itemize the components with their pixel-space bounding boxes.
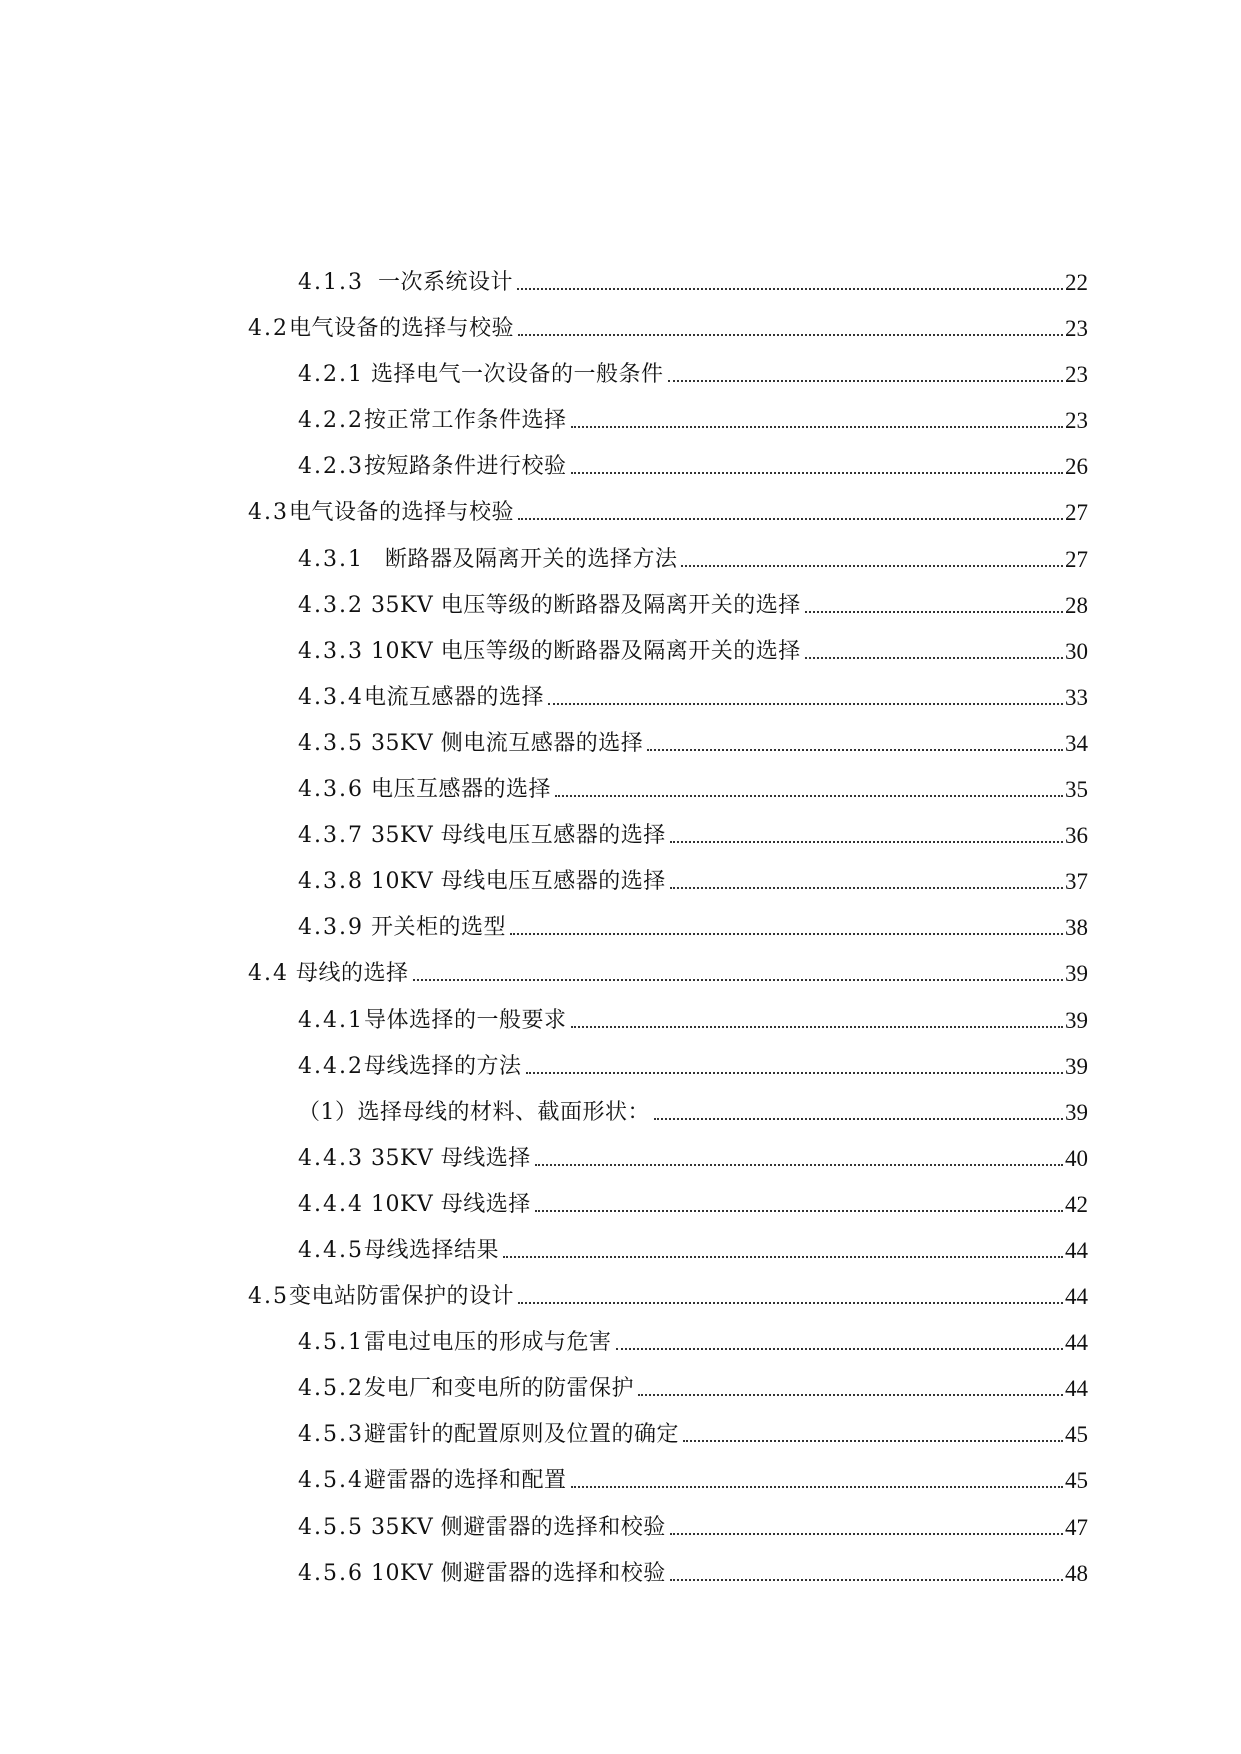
toc-entry[interactable] bbox=[0, 1136, 1241, 1182]
section-number: 4.3.9 bbox=[298, 915, 364, 941]
dot-leader bbox=[670, 887, 1063, 889]
dot-leader bbox=[670, 1533, 1063, 1535]
toc-entry-row bbox=[298, 1228, 1088, 1264]
section-title: 电气设备的选择与校验 bbox=[289, 500, 515, 526]
toc-entry-row bbox=[298, 675, 1088, 711]
toc-entry[interactable] bbox=[0, 490, 1241, 536]
dot-leader bbox=[616, 1348, 1064, 1350]
page-number: 37 bbox=[1065, 869, 1088, 895]
dot-leader bbox=[571, 472, 1064, 474]
section-title: 电压互感器的选择 bbox=[370, 777, 551, 803]
number-title-spacer bbox=[364, 547, 385, 573]
section-number: 4.5 bbox=[248, 1284, 289, 1310]
section-number: 4.3.8 bbox=[298, 869, 364, 895]
section-title: 避雷针的配置原则及位置的确定 bbox=[363, 1422, 679, 1448]
page-number: 39 bbox=[1065, 1053, 1088, 1079]
section-title: 电流互感器的选择 bbox=[363, 684, 544, 710]
section-number: 4.3.3 bbox=[298, 638, 364, 664]
section-number: 4.4.2 bbox=[298, 1053, 364, 1079]
toc-entry[interactable] bbox=[0, 306, 1241, 352]
section-title: 母线选择的方法 bbox=[363, 1053, 522, 1079]
section-number: 4.3.1 bbox=[298, 546, 364, 572]
dot-leader bbox=[518, 518, 1063, 520]
page-number: 44 bbox=[1065, 1284, 1088, 1310]
toc-entry-row bbox=[298, 537, 1088, 573]
toc-entry[interactable] bbox=[0, 398, 1241, 444]
section-title: 选择电气一次设备的一般条件 bbox=[370, 362, 664, 388]
table-of-contents bbox=[0, 260, 1241, 1597]
dot-leader bbox=[571, 1026, 1064, 1028]
section-number: 4.3.4 bbox=[298, 684, 364, 710]
section-number: 4.4 bbox=[248, 961, 289, 987]
section-title: 一次系统设计 bbox=[377, 270, 513, 295]
toc-entry[interactable] bbox=[0, 1458, 1241, 1504]
number-title-spacer bbox=[364, 777, 371, 803]
section-title: 开关柜的选型 bbox=[370, 915, 506, 941]
toc-entry[interactable] bbox=[0, 767, 1241, 813]
section-number: 4.3.6 bbox=[298, 777, 364, 803]
toc-entry-row bbox=[298, 444, 1088, 480]
section-title: 10KV 侧避雷器的选择和校验 bbox=[370, 1560, 666, 1586]
page-number: 44 bbox=[1065, 1376, 1088, 1402]
section-number: 4.3.7 bbox=[298, 823, 364, 849]
page-number: 23 bbox=[1065, 408, 1088, 434]
section-title: 35KV 侧电流互感器的选择 bbox=[370, 730, 644, 756]
dot-leader bbox=[526, 1072, 1064, 1074]
number-title-spacer bbox=[364, 593, 371, 619]
number-title-spacer bbox=[364, 362, 371, 388]
page-number: 36 bbox=[1065, 823, 1088, 849]
number-title-spacer bbox=[364, 731, 371, 757]
section-number: 4.4.1 bbox=[298, 1007, 364, 1033]
toc-entry-row bbox=[248, 1274, 1088, 1310]
toc-entry[interactable] bbox=[0, 1412, 1241, 1458]
toc-entry[interactable] bbox=[0, 721, 1241, 767]
number-title-spacer bbox=[289, 961, 296, 987]
toc-entry[interactable] bbox=[0, 444, 1241, 490]
toc-entry-row bbox=[298, 1320, 1088, 1356]
toc-entry-row bbox=[298, 1090, 1088, 1126]
section-title: 35KV 侧避雷器的选择和校验 bbox=[370, 1514, 666, 1540]
section-number: 4.2.3 bbox=[298, 454, 364, 480]
page-number: 26 bbox=[1065, 454, 1088, 480]
toc-entry-row bbox=[298, 1551, 1088, 1587]
toc-entry[interactable] bbox=[0, 905, 1241, 951]
page-number: 44 bbox=[1065, 1237, 1088, 1263]
page-number: 39 bbox=[1065, 961, 1088, 987]
section-number: 4.2 bbox=[248, 316, 289, 342]
toc-entry[interactable] bbox=[0, 1320, 1241, 1366]
dot-leader bbox=[517, 288, 1063, 290]
section-number: 4.2.2 bbox=[298, 408, 364, 434]
toc-entry[interactable] bbox=[0, 813, 1241, 859]
toc-entry-row bbox=[298, 398, 1088, 434]
section-number: 4.5.6 bbox=[298, 1560, 364, 1586]
number-title-spacer bbox=[364, 1515, 371, 1541]
dot-leader bbox=[413, 979, 1063, 981]
section-title: 10KV 母线选择 bbox=[370, 1191, 531, 1217]
section-number: 4.5.5 bbox=[298, 1514, 364, 1540]
number-title-spacer bbox=[364, 823, 371, 849]
page-number: 23 bbox=[1065, 316, 1088, 342]
toc-entry[interactable] bbox=[0, 1228, 1241, 1274]
page-number: 39 bbox=[1065, 1007, 1088, 1033]
toc-entry[interactable] bbox=[0, 998, 1241, 1044]
page-number: 40 bbox=[1065, 1145, 1088, 1171]
toc-entry[interactable] bbox=[0, 1182, 1241, 1228]
section-title: 按短路条件进行校验 bbox=[363, 454, 567, 480]
dot-leader bbox=[555, 795, 1063, 797]
toc-entry[interactable] bbox=[0, 951, 1241, 997]
section-title: （1）选择母线的材料、截面形状： bbox=[298, 1099, 650, 1125]
toc-entry-row bbox=[298, 859, 1088, 895]
page-number: 47 bbox=[1065, 1514, 1088, 1540]
section-number: 4.4.3 bbox=[298, 1145, 364, 1171]
toc-entry-row bbox=[298, 1044, 1088, 1080]
page-number: 22 bbox=[1065, 270, 1088, 295]
toc-entry[interactable] bbox=[0, 537, 1241, 583]
toc-entry-row bbox=[298, 905, 1088, 941]
toc-entry-row bbox=[298, 583, 1088, 619]
section-title: 避雷器的选择和配置 bbox=[363, 1468, 567, 1494]
toc-entry-row bbox=[298, 260, 1088, 296]
toc-entry-row bbox=[298, 1182, 1088, 1218]
dot-leader bbox=[535, 1210, 1063, 1212]
toc-entry-row bbox=[248, 490, 1088, 526]
section-title: 35KV 电压等级的断路器及隔离开关的选择 bbox=[370, 592, 801, 618]
dot-leader bbox=[503, 1256, 1063, 1258]
toc-entry-row bbox=[298, 998, 1088, 1034]
section-title: 10KV 电压等级的断路器及隔离开关的选择 bbox=[370, 638, 801, 664]
dot-leader bbox=[518, 1302, 1063, 1304]
dot-leader bbox=[518, 334, 1063, 336]
number-title-spacer bbox=[364, 1146, 371, 1172]
section-title: 母线的选择 bbox=[296, 961, 409, 987]
dot-leader bbox=[571, 1486, 1064, 1488]
section-title: 10KV 母线电压互感器的选择 bbox=[370, 869, 666, 895]
toc-entry-row bbox=[298, 767, 1088, 803]
toc-entry[interactable] bbox=[0, 583, 1241, 629]
section-number: 4.3.5 bbox=[298, 730, 364, 756]
toc-entry-row bbox=[298, 1505, 1088, 1541]
toc-entry[interactable] bbox=[0, 675, 1241, 721]
number-title-spacer bbox=[364, 1192, 371, 1218]
page-number: 35 bbox=[1065, 777, 1088, 803]
dot-leader bbox=[668, 380, 1064, 382]
dot-leader bbox=[548, 703, 1063, 705]
toc-entry[interactable] bbox=[0, 352, 1241, 398]
section-title: 按正常工作条件选择 bbox=[363, 408, 567, 434]
section-number: 4.5.3 bbox=[298, 1422, 364, 1448]
toc-entry[interactable] bbox=[0, 1274, 1241, 1320]
dot-leader bbox=[638, 1394, 1063, 1396]
dot-leader bbox=[805, 657, 1063, 659]
number-title-spacer bbox=[364, 270, 378, 296]
toc-entry-row bbox=[248, 306, 1088, 342]
section-number: 4.5.4 bbox=[298, 1468, 364, 1494]
dot-leader bbox=[654, 1118, 1063, 1120]
section-number: 4.5.2 bbox=[298, 1376, 364, 1402]
toc-entry[interactable] bbox=[0, 1090, 1241, 1136]
section-title: 断路器及隔离开关的选择方法 bbox=[384, 546, 678, 572]
page-number: 38 bbox=[1065, 915, 1088, 941]
dot-leader bbox=[670, 841, 1063, 843]
page-number: 39 bbox=[1065, 1099, 1088, 1125]
number-title-spacer bbox=[364, 915, 371, 941]
toc-entry-row bbox=[298, 813, 1088, 849]
page-number: 28 bbox=[1065, 592, 1088, 618]
section-title: 变电站防雷保护的设计 bbox=[289, 1284, 515, 1310]
toc-entry-row bbox=[298, 1458, 1088, 1494]
section-number: 4.2.1 bbox=[298, 362, 364, 388]
dot-leader bbox=[647, 749, 1063, 751]
toc-entry[interactable] bbox=[0, 1505, 1241, 1551]
dot-leader bbox=[510, 933, 1063, 935]
section-title: 母线选择结果 bbox=[363, 1237, 499, 1263]
dot-leader bbox=[571, 426, 1064, 428]
page-number: 42 bbox=[1065, 1191, 1088, 1217]
toc-entry-row bbox=[298, 629, 1088, 665]
section-title: 电气设备的选择与校验 bbox=[289, 316, 515, 342]
section-title: 导体选择的一般要求 bbox=[363, 1007, 567, 1033]
page-number: 27 bbox=[1065, 500, 1088, 526]
section-number: 4.3.2 bbox=[298, 592, 364, 618]
page-number: 30 bbox=[1065, 638, 1088, 664]
dot-leader bbox=[681, 565, 1063, 567]
page-number: 48 bbox=[1065, 1560, 1088, 1586]
section-number: 4.4.4 bbox=[298, 1191, 364, 1217]
dot-leader bbox=[535, 1164, 1063, 1166]
number-title-spacer bbox=[364, 639, 371, 665]
section-title: 雷电过电压的形成与危害 bbox=[363, 1330, 612, 1356]
page-number: 44 bbox=[1065, 1330, 1088, 1356]
page-number: 45 bbox=[1065, 1422, 1088, 1448]
toc-entry-row bbox=[298, 1366, 1088, 1402]
toc-entry[interactable] bbox=[0, 859, 1241, 905]
toc-entry[interactable] bbox=[0, 1044, 1241, 1090]
section-title: 35KV 母线选择 bbox=[370, 1145, 531, 1171]
page-number: 34 bbox=[1065, 730, 1088, 756]
toc-entry-row bbox=[298, 1412, 1088, 1448]
page-number: 33 bbox=[1065, 684, 1088, 710]
section-number: 4.1.3 bbox=[298, 270, 364, 295]
page-number: 23 bbox=[1065, 362, 1088, 388]
page-number: 27 bbox=[1065, 546, 1088, 572]
toc-entry-row bbox=[298, 352, 1088, 388]
dot-leader bbox=[805, 611, 1063, 613]
number-title-spacer bbox=[364, 869, 371, 895]
toc-entry[interactable] bbox=[0, 629, 1241, 675]
dot-leader bbox=[683, 1440, 1063, 1442]
section-title: 35KV 母线电压互感器的选择 bbox=[370, 823, 666, 849]
toc-entry[interactable] bbox=[0, 1366, 1241, 1412]
toc-entry-row bbox=[298, 721, 1088, 757]
page-number: 45 bbox=[1065, 1468, 1088, 1494]
section-title: 发电厂和变电所的防雷保护 bbox=[363, 1376, 634, 1402]
toc-entry-row bbox=[248, 951, 1088, 987]
toc-entry-row bbox=[298, 1136, 1088, 1172]
section-number: 4.3 bbox=[248, 500, 289, 526]
toc-entry[interactable] bbox=[0, 260, 1241, 306]
section-number: 4.4.5 bbox=[298, 1237, 364, 1263]
section-number: 4.5.1 bbox=[298, 1330, 364, 1356]
toc-entry[interactable] bbox=[0, 1551, 1241, 1597]
number-title-spacer bbox=[364, 1561, 371, 1587]
dot-leader bbox=[670, 1579, 1063, 1581]
